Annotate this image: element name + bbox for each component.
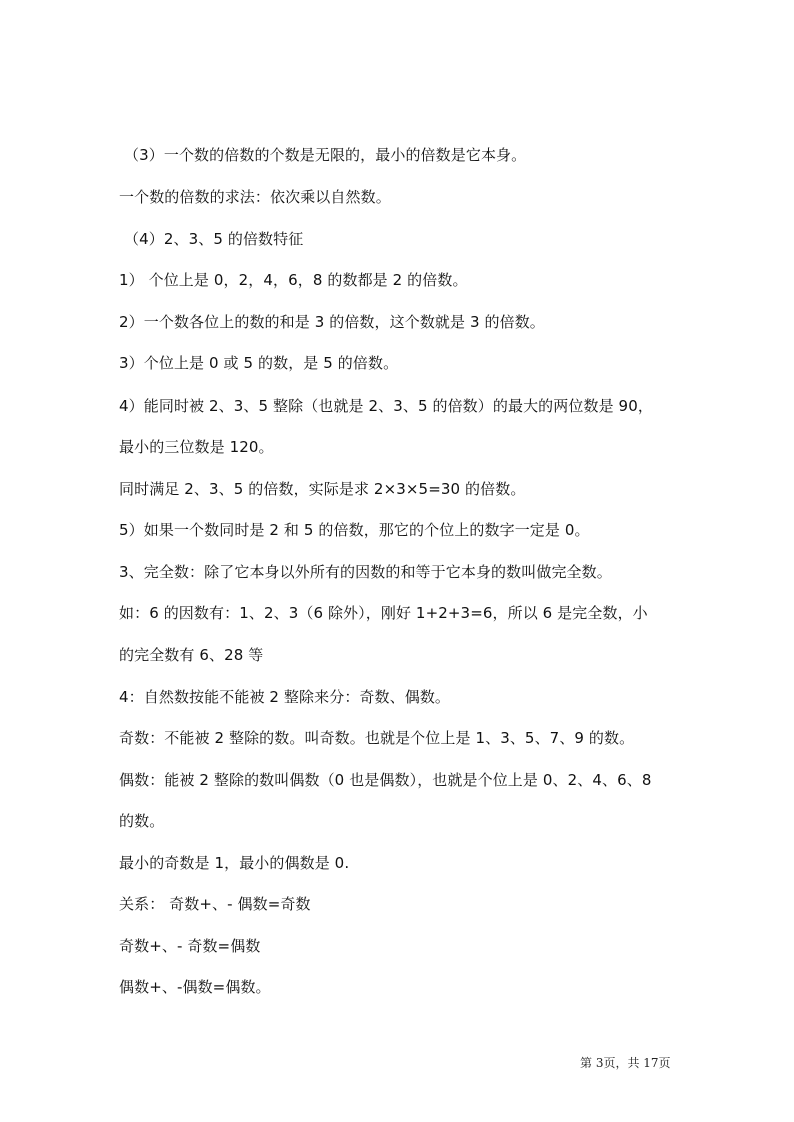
- text-line-21: 偶数+、-偶数=偶数。: [119, 978, 271, 996]
- text-line-17: 的数。: [119, 812, 165, 830]
- text-line-13: 的完全数有 6、28 等: [119, 646, 264, 664]
- text-line-20: 奇数+、- 奇数=偶数: [119, 937, 261, 955]
- text-line-8: 最小的三位数是 120。: [119, 438, 274, 456]
- text-line-1: （3）一个数的倍数的个数是无限的，最小的倍数是它本身。: [124, 146, 527, 164]
- text-line-16: 偶数：能被 2 整除的数叫偶数（0 也是偶数），也就是个位上是 0、2、4、6、8: [119, 771, 652, 789]
- text-line-2: 一个数的倍数的求法：依次乘以自然数。: [119, 188, 391, 206]
- text-line-5: 2）一个数各位上的数的和是 3 的倍数，这个数就是 3 的倍数。: [119, 313, 545, 331]
- text-line-4: 1） 个位上是 0，2，4，6，8 的数都是 2 的倍数。: [119, 271, 468, 289]
- text-line-11: 3、完全数：除了它本身以外所有的因数的和等于它本身的数叫做完全数。: [119, 563, 612, 581]
- text-line-3: （4）2、3、5 的倍数特征: [124, 230, 304, 248]
- text-line-15: 奇数：不能被 2 整除的数。叫奇数。也就是个位上是 1、3、5、7、9 的数。: [119, 729, 635, 747]
- text-line-6: 3）个位上是 0 或 5 的数，是 5 的倍数。: [119, 354, 399, 372]
- text-line-18: 最小的奇数是 1，最小的偶数是 0.: [119, 854, 350, 872]
- text-line-12: 如：6 的因数有：1、2、3（6 除外），刚好 1+2+3=6，所以 6 是完全数，小: [119, 604, 648, 622]
- text-line-14: 4：自然数按能不能被 2 整除来分：奇数、偶数。: [119, 688, 451, 706]
- text-line-7: 4）能同时被 2、3、5 整除（也就是 2、3、5 的倍数）的最大的两位数是 90，: [119, 397, 653, 415]
- page-number-footer: 第 3页，共 17页: [580, 1056, 671, 1070]
- text-line-10: 5）如果一个数同时是 2 和 5 的倍数，那它的个位上的数字一定是 0。: [119, 521, 590, 539]
- text-line-19: 关系： 奇数+、- 偶数=奇数: [119, 895, 311, 913]
- text-line-9: 同时满足 2、3、5 的倍数，实际是求 2×3×5=30 的倍数。: [119, 480, 526, 498]
